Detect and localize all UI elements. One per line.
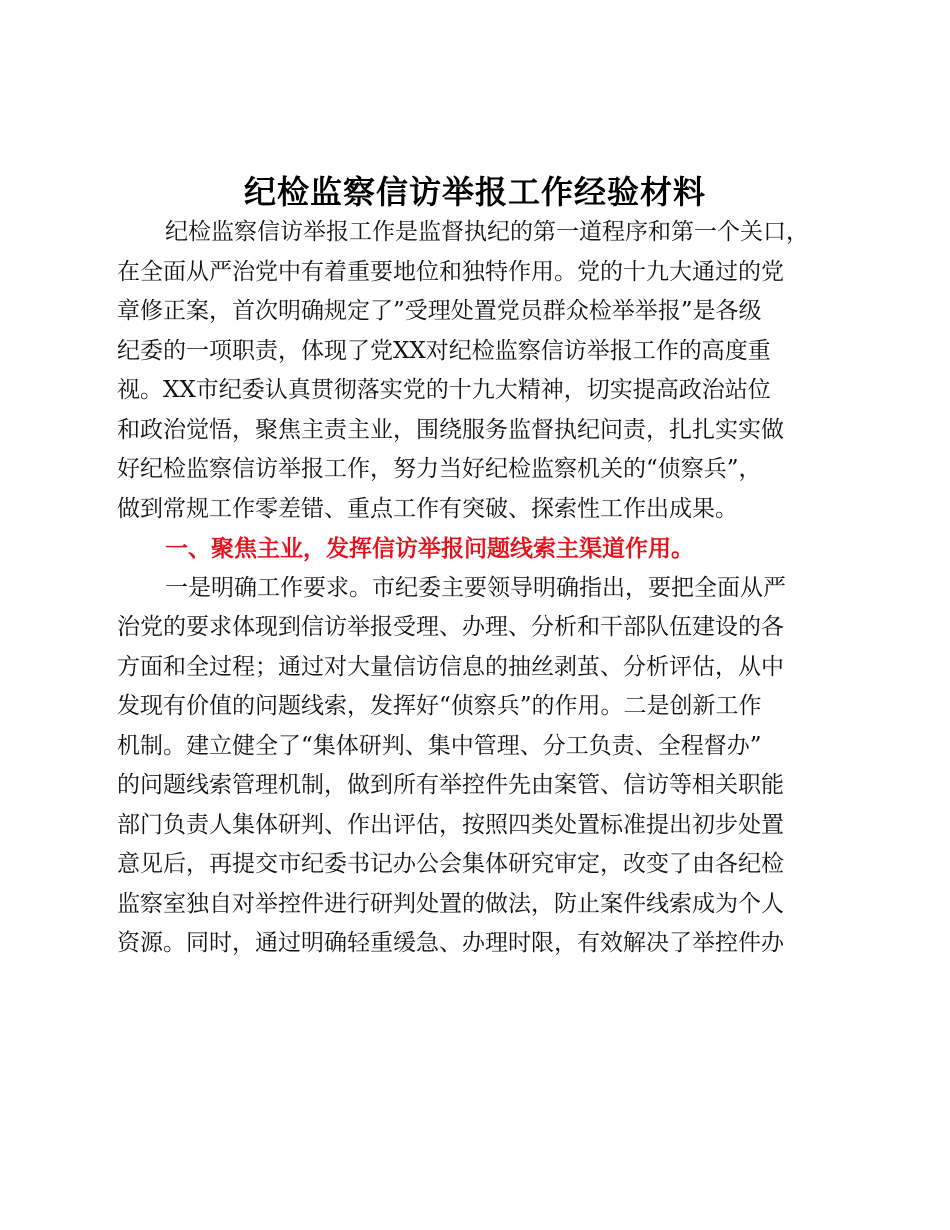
paragraph-line: 监察室独自对举控件进行研判处置的做法，防止案件线索成为个人	[117, 890, 784, 917]
paragraph-line: 纪检监察信访举报工作是监督执纪的第一道程序和第一个关口，	[165, 219, 809, 245]
paragraph-line: 机制。建立健全了“集体研判、集中管理、分工负责、全程督办”	[117, 732, 762, 759]
section-paragraph	[117, 569, 837, 964]
paragraph-line: 好纪检监察信访举报工作，努力当好纪检监察机关的“侦察兵”，	[117, 456, 762, 482]
paragraph-line: 发现有价值的问题线索，发挥好“侦察兵”的作用。二是创新工作	[117, 693, 762, 719]
document-body	[117, 213, 837, 964]
section-heading: 一、聚焦主业，发挥信访举报问题线索主渠道作用。	[165, 535, 694, 562]
paragraph-line: 资源。同时，通过明确轻重缓急、办理时限，有效解决了举控件办	[117, 930, 784, 956]
paragraph-line: 方面和全过程；通过对大量信访信息的抽丝剥茧、分析评估，从中	[117, 653, 784, 680]
paragraph-line: 治党的要求体现到信访举报受理、办理、分析和干部队伍建设的各	[117, 614, 784, 640]
paragraph-line: 视。XX市纪委认真贯彻落实党的十九大精神，切实提高政治站位	[117, 377, 771, 403]
intro-paragraph	[117, 213, 837, 529]
paragraph-line: 意见后，再提交市纪委书记办公会集体研究审定，改变了由各纪检	[117, 851, 784, 877]
paragraph-line: 在全面从严治党中有着重要地位和独特作用。党的十九大通过的党	[117, 258, 784, 285]
paragraph-line: 部门负责人集体研判、作出评估，按照四类处置标准提出初步处置	[117, 811, 784, 838]
document-title: 纪检监察信访举报工作经验材料	[243, 173, 706, 211]
paragraph-line: 一是明确工作要求。市纪委主要领导明确指出，要把全面从严	[165, 574, 786, 601]
paragraph-line: 和政治觉悟，聚焦主责主业，围绕服务监督执纪问责，扎扎实实做	[117, 416, 784, 443]
paragraph-line: 章修正案，首次明确规定了”受理处置党员群众检举举报”是各级	[117, 298, 762, 324]
paragraph-line: 纪委的一项职责，体现了党XX对纪检监察信访举报工作的高度重	[117, 337, 771, 364]
paragraph-line: 的问题线索管理机制，做到所有举控件先由案管、信访等相关职能	[117, 772, 784, 798]
paragraph-line: 做到常规工作零差错、重点工作有突破、探索性工作出成果。	[117, 495, 738, 522]
